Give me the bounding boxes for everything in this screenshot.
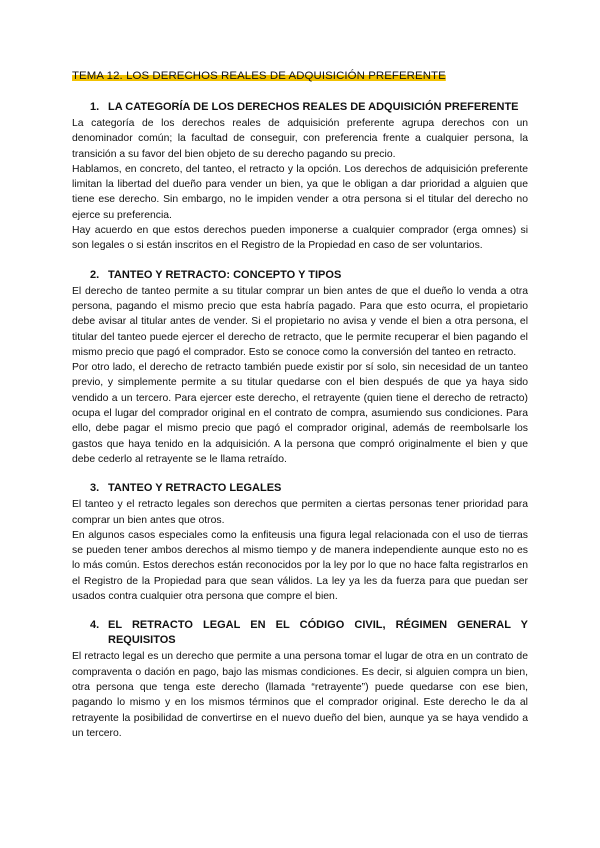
paragraph: Hay acuerdo en que estos derechos pueden imponerse a cualquier comprador (erga omnes) si son legales o si están inscritos en el Registro de la Propiedad en caso de ser voluntarios. [72,225,528,252]
document-title: TEMA 12. LOS DERECHOS REALES DE ADQUISICIÓN PREFERENTE [72,70,446,82]
paragraph: Hablamos, en concreto, del tanteo, el retracto y la opción. Los derechos de adquisición preferente limitan la libertad del dueño para vender un bien, ya que le obligan a dar prioridad a alguien que tiene ese derecho. Sin embargo, no le impiden vender a otra persona si el titular del derecho no ejerce su preferencia. [72,163,528,221]
document-page [72,69,528,741]
paragraph: El tanteo y el retracto legales son derechos que permiten a ciertas personas tener prioridad para comprar un bien antes que otros. [72,499,528,526]
section-heading [72,618,528,648]
section-1 [72,100,528,254]
section-number: 4. [90,619,100,632]
section-2 [72,268,528,468]
paragraph: El derecho de tanteo permite a su titular comprar un bien antes de que el dueño lo venda a otra persona, pagando el mismo precio que esta habría pagado. Para que esto ocurra, el propietario debe avisar al titular antes de vender. Si el propietario no avisa y vende el bien a otra persona, el titular del tanteo puede ejercer el derecho de retracto, que le permite recuperar el bien pagando el mismo precio que pagó el comprador. Esto se conoce como la conversión del tanteo en retracto. [72,285,528,358]
paragraph: La categoría de los derechos reales de adquisición preferente agrupa derechos con un denominador común; la facultad de conseguir, con preferencia frente a cualquier persona, la transición a su favor del bien objeto de su derecho pagando su precio. [72,118,528,160]
section-title: LA CATEGORÍA DE LOS DERECHOS REALES DE ADQUISICIÓN PREFERENTE [108,101,519,113]
paragraph: El retracto legal es un derecho que permite a una persona tomar el lugar de otra en un contrato de compraventa o dación en pago, bajo las mismas condiciones. Es decir, si alguien compra un bien, otra persona que tenga este derecho (llamada “retrayente”) puede quedarse con ese bien, pagando lo mismo y en los mismos términos que el comprador original. Este derecho le da al retrayente la posibilidad de convertirse en el nuevo dueño del bien, aunque ya se haya vendido a un tercero. [72,651,528,739]
section-heading [72,100,528,115]
section-heading [72,481,528,496]
section-3 [72,481,528,604]
section-number: 3. [90,482,100,495]
paragraph: Por otro lado, el derecho de retracto también puede existir por sí solo, sin necesidad de un tanteo previo, y simplemente permite a su titular quedarse con el bien después de que ya haya sido vendido a un tercero. Para ejercer este derecho, el retrayente (quien tiene el derecho de retracto) ocupa el lugar del comprador original en el contrato de compra, asumiendo sus condiciones. Para ello, debe pagar el mismo precio que pagó el comprador original, además de reembolsarle los gastos que haya tenido en la adquisición. A la persona que compró originalmente el bien y que debe cederlo al retrayente se le llama retraído. [72,362,528,465]
section-4 [72,618,528,741]
section-number: 1. [90,101,100,113]
section-number: 2. [90,268,100,281]
section-title: TANTEO Y RETRACTO: CONCEPTO Y TIPOS [108,268,342,281]
section-heading [72,268,528,283]
section-title: EL RETRACTO LEGAL EN EL CÓDIGO CIVIL, RÉGIMEN GENERAL Y REQUISITOS [108,619,528,647]
paragraph: En algunos casos especiales como la enfiteusis una figura legal relacionada con el uso de tierras se pueden tener ambos derechos al mismo tiempo y de manera independiente aunque esto no es lo más común. Estos derechos están reconocidos por la ley por lo que no hace falta registrarlos en el Registro de la Propiedad para que sean válidos. La ley ya les da fuerza para que puedan ser usados contra cualquier otra persona que compre el bien. [72,529,528,603]
section-title: TANTEO Y RETRACTO LEGALES [108,482,282,495]
